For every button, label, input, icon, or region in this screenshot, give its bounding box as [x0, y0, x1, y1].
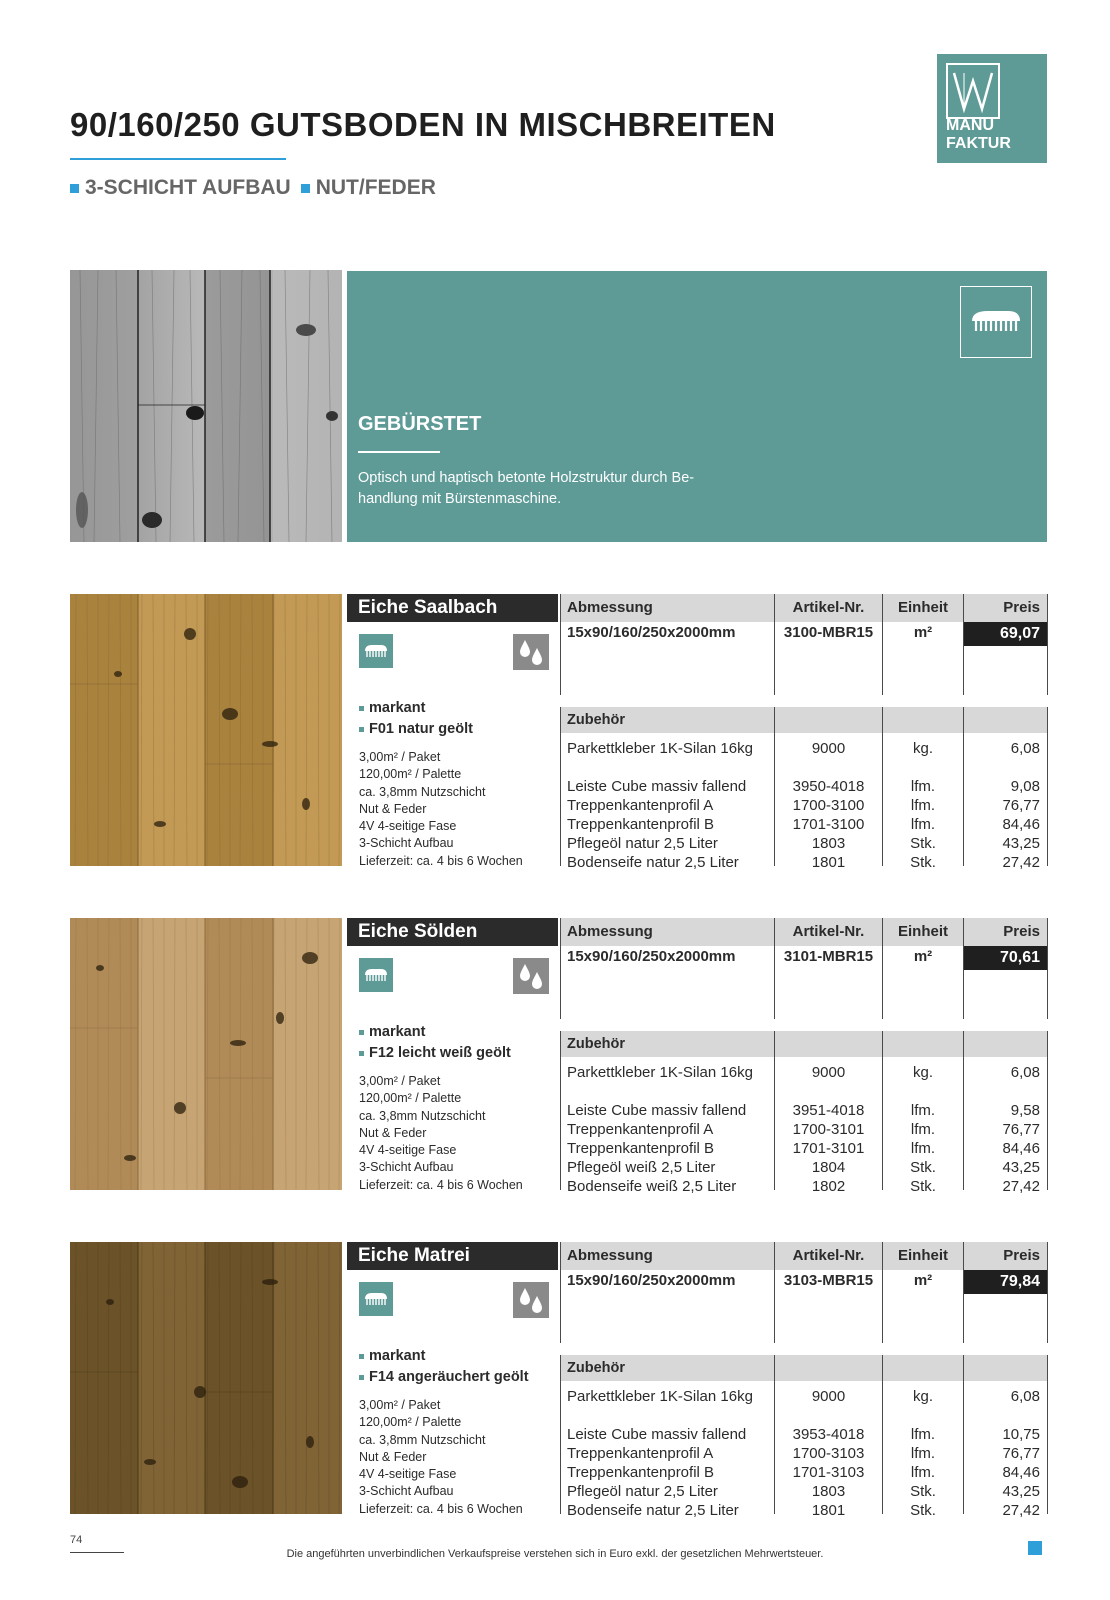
spec-line: 4V 4-seitige Fase [359, 819, 457, 834]
accessory-price: 27,42 [1002, 1502, 1040, 1519]
header-dimension: Abmessung [567, 1247, 653, 1264]
accessory-article: 1700-3101 [792, 1121, 865, 1138]
intro-description: Optisch und haptisch betonte Holzstruktur durch Be-handlung mit Bürstenmaschine. [358, 470, 695, 507]
accessory-name: Leiste Cube massiv fallend [567, 1426, 747, 1443]
accessories-label: Zubehör [567, 1360, 625, 1376]
accessory-row [560, 853, 1048, 872]
column-divider [882, 707, 883, 866]
accessory-row [560, 1139, 1048, 1158]
column-divider [882, 1242, 883, 1343]
page-number: 74 [70, 1534, 83, 1546]
column-divider [963, 918, 964, 1019]
column-divider [1047, 918, 1048, 1019]
brush-icon [359, 634, 393, 668]
accessory-unit: lfm. [910, 1102, 936, 1119]
intro-heading-underline [358, 451, 440, 453]
accessory-name: Bodenseife natur 2,5 Liter [567, 1502, 739, 1519]
accessory-article: 9000 [811, 1388, 846, 1405]
spec-line: Nut & Feder [359, 801, 427, 816]
accessory-unit: Stk. [910, 1502, 936, 1519]
accessory-row [560, 739, 1048, 758]
accessory-article: 1701-3103 [792, 1464, 865, 1481]
column-divider [1047, 707, 1048, 866]
accessory-article: 1804 [811, 1159, 846, 1176]
accessories-label: Zubehör [567, 712, 625, 728]
accessory-unit: Stk. [910, 1178, 936, 1195]
wood-floor-image [70, 918, 342, 1190]
product-specs [359, 749, 523, 870]
accessory-row [560, 1444, 1048, 1463]
accessory-name: Bodenseife weiß 2,5 Liter [567, 1178, 737, 1195]
product-dimension: 15x90/160/250x2000mm [567, 624, 736, 641]
accessory-price: 43,25 [1002, 1159, 1040, 1176]
manufaktur-logo [937, 54, 1047, 163]
accessory-article: 3950-4018 [792, 778, 865, 795]
column-divider [560, 1355, 561, 1514]
accessory-price: 9,58 [1010, 1102, 1040, 1119]
product-features [359, 698, 473, 740]
accessory-row [560, 1158, 1048, 1177]
accessory-article: 1701-3101 [792, 1140, 865, 1157]
table-header [560, 1242, 1048, 1270]
price-table [560, 1242, 1048, 1519]
accessory-row [560, 1425, 1048, 1444]
spec-line: Lieferzeit: ca. 4 bis 6 Wochen [359, 1501, 523, 1516]
accessory-unit: Stk. [910, 1159, 936, 1176]
subtitle-joint: NUT/FEDER [315, 176, 436, 199]
accessory-name: Leiste Cube massiv fallend [567, 778, 747, 795]
accessory-article: 1801 [811, 854, 846, 871]
accessory-price: 9,08 [1010, 778, 1040, 795]
accessory-article: 1700-3103 [792, 1445, 865, 1462]
accessory-article: 3953-4018 [792, 1426, 865, 1443]
price-disclaimer: Die angeführten unverbindlichen Verkaufspreise verstehen sich in Euro exkl. der gesetzlichen Mehrwertsteuer. [286, 1548, 824, 1560]
column-divider [774, 1355, 775, 1514]
accessory-price: 27,42 [1002, 854, 1040, 871]
accessory-row [560, 1501, 1048, 1520]
accessory-name: Treppenkantenprofil B [567, 1464, 715, 1481]
table-header [560, 594, 1048, 622]
spec-line: 120,00m² / Palette [359, 1415, 462, 1430]
accessory-unit: kg. [912, 740, 933, 757]
accessory-row [560, 1101, 1048, 1120]
feature-finish: F12 leicht weiß geölt [369, 1045, 511, 1061]
bullet-icon [359, 1375, 364, 1380]
column-divider [882, 1355, 883, 1514]
header-article: Artikel-Nr. [792, 599, 865, 616]
accessories-header [560, 1355, 1048, 1381]
bullet-icon [359, 1354, 364, 1359]
column-divider [1047, 1031, 1048, 1190]
column-divider [560, 707, 561, 866]
accessory-row [560, 1177, 1048, 1196]
accessory-unit: lfm. [910, 816, 936, 833]
accessory-price: 43,25 [1002, 1483, 1040, 1500]
column-divider [774, 1242, 775, 1343]
accessory-name: Treppenkantenprofil B [567, 1140, 715, 1157]
accessory-price: 10,75 [1002, 1426, 1040, 1443]
accessory-unit: lfm. [910, 778, 936, 795]
accessory-name: Pflegeöl natur 2,5 Liter [567, 835, 718, 852]
product-block [70, 1242, 1048, 1519]
accessory-price: 76,77 [1002, 1445, 1040, 1462]
accessory-price: 6,08 [1010, 740, 1040, 757]
accessory-name: Treppenkantenprofil B [567, 816, 715, 833]
wood-floor-image [70, 594, 342, 866]
product-unit: m² [913, 1272, 933, 1289]
brush-icon [359, 1282, 393, 1316]
accessory-price: 27,42 [1002, 1178, 1040, 1195]
price-table [560, 594, 1048, 871]
column-divider [560, 594, 561, 695]
wood-floor-image [70, 1242, 342, 1514]
brush-icon [359, 958, 393, 992]
product-article: 3100-MBR15 [783, 624, 874, 641]
header-price: Preis [1003, 599, 1040, 616]
accessory-price: 84,46 [1002, 1464, 1040, 1481]
column-divider [1047, 1355, 1048, 1514]
header-price: Preis [1003, 1247, 1040, 1264]
accessory-price: 84,46 [1002, 816, 1040, 833]
product-dimension: 15x90/160/250x2000mm [567, 1272, 736, 1289]
column-divider [1047, 1242, 1048, 1343]
spec-line: 3,00m² / Paket [359, 1398, 441, 1412]
column-divider [963, 1031, 964, 1190]
accessory-row [560, 1063, 1048, 1082]
product-name: Eiche Sölden [347, 918, 558, 946]
logo-line-1: MANU [946, 117, 994, 134]
accessory-price: 76,77 [1002, 797, 1040, 814]
accessory-name: Leiste Cube massiv fallend [567, 1102, 747, 1119]
product-block [70, 594, 1048, 871]
spec-line: Lieferzeit: ca. 4 bis 6 Wochen [359, 853, 523, 868]
product-price: 70,61 [964, 946, 1048, 970]
column-divider [560, 1031, 561, 1190]
accessory-unit: lfm. [910, 1140, 936, 1157]
header-dimension: Abmessung [567, 923, 653, 940]
accessory-name: Pflegeöl natur 2,5 Liter [567, 1483, 718, 1500]
product-unit: m² [913, 948, 933, 965]
accessory-article: 3951-4018 [792, 1102, 865, 1119]
column-divider [774, 1031, 775, 1190]
accessory-name: Treppenkantenprofil A [567, 1121, 714, 1138]
header-dimension: Abmessung [567, 599, 653, 616]
spec-line: ca. 3,8mm Nutzschicht [359, 1432, 486, 1447]
column-divider [774, 918, 775, 1019]
subtitle [70, 176, 440, 200]
feature-character: markant [369, 1348, 426, 1364]
feature-character: markant [369, 700, 426, 716]
accessory-price: 6,08 [1010, 1388, 1040, 1405]
accessory-unit: lfm. [910, 797, 936, 814]
header-price: Preis [1003, 923, 1040, 940]
accessory-article: 1803 [811, 835, 846, 852]
column-divider [882, 918, 883, 1019]
bullet-icon [359, 1030, 364, 1035]
accessory-article: 9000 [811, 740, 846, 757]
subtitle-construction: 3-SCHICHT AUFBAU [85, 176, 291, 199]
column-divider [963, 707, 964, 866]
spec-line: Nut & Feder [359, 1449, 427, 1464]
accessory-unit: Stk. [910, 1483, 936, 1500]
intro-heading: GEBÜRSTET [358, 413, 482, 435]
product-name: Eiche Saalbach [347, 594, 558, 622]
spec-line: ca. 3,8mm Nutzschicht [359, 784, 486, 799]
accessory-name: Bodenseife natur 2,5 Liter [567, 854, 739, 871]
accessory-unit: lfm. [910, 1464, 936, 1481]
accessory-unit: kg. [912, 1388, 933, 1405]
accessory-name: Treppenkantenprofil A [567, 797, 714, 814]
header-unit: Einheit [897, 923, 948, 940]
accessory-unit: lfm. [910, 1445, 936, 1462]
accessory-name: Parkettkleber 1K-Silan 16kg [567, 1064, 753, 1081]
spec-line: 120,00m² / Palette [359, 1091, 462, 1106]
accessory-price: 43,25 [1002, 835, 1040, 852]
accessory-row [560, 815, 1048, 834]
accessory-article: 1802 [811, 1178, 846, 1195]
product-unit: m² [913, 624, 933, 641]
accessory-name: Parkettkleber 1K-Silan 16kg [567, 1388, 753, 1405]
header-article: Artikel-Nr. [792, 923, 865, 940]
product-price: 79,84 [964, 1270, 1048, 1294]
column-divider [963, 1242, 964, 1343]
bullet-icon [359, 706, 364, 711]
column-divider [882, 594, 883, 695]
header-unit: Einheit [897, 1247, 948, 1264]
accessory-article: 1801 [811, 1502, 846, 1519]
accessory-price: 6,08 [1010, 1064, 1040, 1081]
product-price: 69,07 [964, 622, 1048, 646]
table-header [560, 918, 1048, 946]
product-article: 3101-MBR15 [783, 948, 874, 965]
product-specs [359, 1397, 523, 1518]
accessory-article: 9000 [811, 1064, 846, 1081]
accessory-price: 76,77 [1002, 1121, 1040, 1138]
accessory-row [560, 777, 1048, 796]
spec-line: 3-Schicht Aufbau [359, 1160, 454, 1175]
bullet-icon [359, 1051, 364, 1056]
spec-line: ca. 3,8mm Nutzschicht [359, 1108, 486, 1123]
column-divider [963, 1355, 964, 1514]
accessory-row [560, 1463, 1048, 1482]
price-table [560, 918, 1048, 1195]
accessory-row [560, 1482, 1048, 1501]
accessory-name: Parkettkleber 1K-Silan 16kg [567, 740, 753, 757]
brushed-wood-image [70, 270, 342, 542]
product-specs [359, 1073, 523, 1194]
feature-finish: F14 angeräuchert geölt [369, 1369, 529, 1385]
accessories-header [560, 707, 1048, 733]
title-underline [70, 158, 286, 160]
accessory-row [560, 834, 1048, 853]
accessory-name: Pflegeöl weiß 2,5 Liter [567, 1159, 716, 1176]
accessory-unit: lfm. [910, 1426, 936, 1443]
page-title: 90/160/250 GUTSBODEN IN MISCHBREITEN [70, 106, 776, 143]
column-divider [1047, 594, 1048, 695]
bullet-icon [359, 727, 364, 732]
header-article: Artikel-Nr. [792, 1247, 865, 1264]
accessory-row [560, 796, 1048, 815]
brush-icon [960, 286, 1032, 358]
accessory-row [560, 1120, 1048, 1139]
feature-finish: F01 natur geölt [369, 721, 473, 737]
accessory-article: 1701-3100 [792, 816, 865, 833]
accessory-unit: lfm. [910, 1121, 936, 1138]
column-divider [882, 1031, 883, 1190]
oil-drops-icon [513, 634, 549, 670]
accessory-article: 1803 [811, 1483, 846, 1500]
spec-line: Lieferzeit: ca. 4 bis 6 Wochen [359, 1177, 523, 1192]
logo-line-2: FAKTUR [946, 135, 1011, 152]
oil-drops-icon [513, 1282, 549, 1318]
bullet-square-icon [301, 184, 310, 193]
product-name: Eiche Matrei [347, 1242, 558, 1270]
accessory-unit: Stk. [910, 835, 936, 852]
accessory-price: 84,46 [1002, 1140, 1040, 1157]
column-divider [560, 1242, 561, 1343]
accessory-unit: Stk. [910, 854, 936, 871]
spec-line: 3,00m² / Paket [359, 750, 441, 764]
accessory-unit: kg. [912, 1064, 933, 1081]
spec-line: 4V 4-seitige Fase [359, 1467, 457, 1482]
accessories-label: Zubehör [567, 1036, 625, 1052]
bullet-square-icon [70, 184, 79, 193]
spec-line: 120,00m² / Palette [359, 767, 462, 782]
product-features [359, 1022, 511, 1064]
product-article: 3103-MBR15 [783, 1272, 874, 1289]
spec-line: 4V 4-seitige Fase [359, 1143, 457, 1158]
accessory-row [560, 1387, 1048, 1406]
product-dimension: 15x90/160/250x2000mm [567, 948, 736, 965]
column-divider [963, 594, 964, 695]
spec-line: 3,00m² / Paket [359, 1074, 441, 1088]
product-features [359, 1346, 529, 1388]
column-divider [774, 594, 775, 695]
column-divider [774, 707, 775, 866]
feature-character: markant [369, 1024, 426, 1040]
brushed-info-panel [347, 271, 1047, 542]
accessory-name: Treppenkantenprofil A [567, 1445, 714, 1462]
spec-line: Nut & Feder [359, 1125, 427, 1140]
oil-drops-icon [513, 958, 549, 994]
spec-line: 3-Schicht Aufbau [359, 836, 454, 851]
header-unit: Einheit [897, 599, 948, 616]
product-block [70, 918, 1048, 1195]
column-divider [560, 918, 561, 1019]
accessories-header [560, 1031, 1048, 1057]
accessory-article: 1700-3100 [792, 797, 865, 814]
spec-line: 3-Schicht Aufbau [359, 1484, 454, 1499]
footer-marker [1028, 1541, 1042, 1555]
w-logo-icon [946, 63, 1000, 119]
